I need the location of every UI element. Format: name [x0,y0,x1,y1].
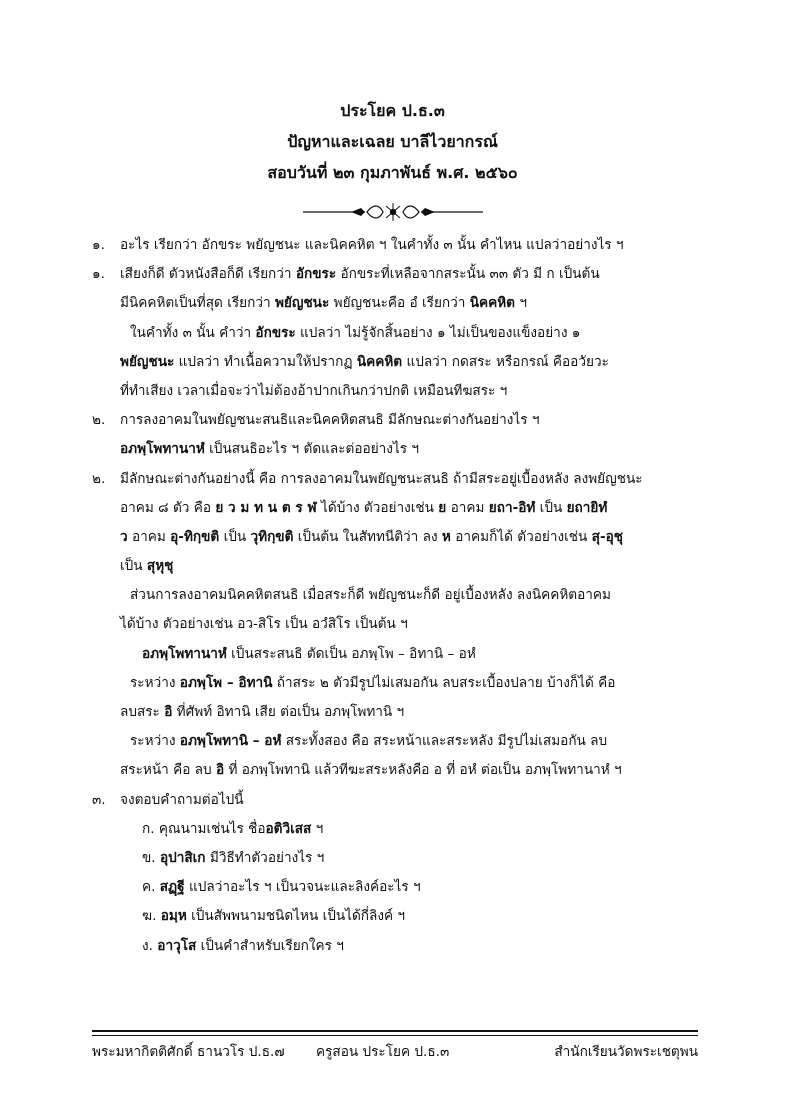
footer-divider-thick [92,1030,698,1032]
text-line [92,494,712,523]
text-segment: แปลว่าอะไร ฯ เป็นวจนะและลิงค์อะไร ฯ [184,879,421,896]
text-line [92,640,712,669]
text-segment: มีลักษณะต่างกันอย่างนี้ คือ การลงอาคมในพยัญชนะสนธิ ถ้ามีสระอยู่เบื้องหลัง ลงพยัญชนะ [120,470,643,487]
bold-term: อิ [164,704,173,720]
text-line [92,844,712,873]
text-line [92,581,712,610]
text-line [92,523,712,552]
item-number: ๒. [92,412,106,429]
text-line [92,727,712,756]
text-segment: สระทั้งสอง คือ สระหน้าและสระหลัง มีรูปไม่เสมอกัน ลบ [281,733,608,750]
text-segment: แปลว่า กดสระ หรือกรณ์ คืออวัยวะ [402,353,609,370]
text-line [92,552,712,581]
text-segment: ข. [142,849,160,866]
text-segment: เสียงก็ดี ตัวหนังสือก็ดี เรียกว่า [120,266,296,283]
bold-term: อิ [215,762,225,779]
text-segment: ลบสระ [120,704,165,720]
text-segment: มีนิคคหิตเป็นที่สุด เรียกว่า [120,295,275,312]
bold-term: พยัญชนะ [120,353,175,370]
title-block [0,95,785,188]
title-exam-level: ประโยค ป.ธ.๓ [340,101,445,120]
text-segment: เป็น [219,528,251,545]
text-segment: ก. คุณนามเช่นไร ชื่อ [142,820,266,837]
bold-term: อักขระ [255,324,296,341]
title-subject: ปัญหาและเฉลย บาลีไวยากรณ์ [287,132,498,151]
bold-term: อักขระ [295,266,337,283]
text-segment: ได้บ้าง ตัวอย่างเช่น อว-สิโร เป็น อวํสิโร เป็นต้น ฯ [120,616,408,633]
text-segment: เป็นสนธิอะไร ฯ ตัดและต่ออย่างไร ฯ [204,441,420,458]
text-segment: ได้บ้าง ตัวอย่างเช่น [316,499,439,516]
bold-term: ว [120,528,128,545]
bold-term: อุ-ทิกฺขติ [170,528,220,545]
text-line [92,756,712,785]
text-segment: ที่ศัพท์ อิทานิ เสีย ต่อเป็น อภพฺโพทานิ ฯ [172,704,405,720]
footer-institution: สำนักเรียนวัดพระเชตุพน [554,1044,698,1060]
bold-term: นิคคหิต [469,295,516,312]
text-segment: อาคมก็ได้ ตัวอย่างเช่น [450,528,592,545]
question-line [92,260,712,289]
bold-term: ย ว ม ท น ต ร ฬ [215,499,317,516]
question-line [92,786,712,815]
text-segment: ระหว่าง [130,733,180,750]
text-line [92,669,712,698]
text-segment: เป็น [120,558,147,575]
bold-term: ยถายิทํ [566,499,608,516]
item-number: ๑. [92,266,105,283]
footer-author: พระมหากิตติศักดิ์ ธานวโร ป.ธ.๗ [92,1044,285,1060]
text-segment: อาคม [127,528,171,545]
text-segment: อาคม [446,499,489,516]
text-segment: ค. [142,879,160,896]
text-segment: ส่วนการลงอาคมนิคคหิตสนธิ เมื่อสระก็ดี พยัญชนะก็ดี อยู่เบื้องหลัง ลงนิคคหิตอาคม [130,587,611,604]
question-line [92,406,712,435]
text-segment: อะไร เรียกว่า อักขระ พยัญชนะ และนิคคหิต ฯ ในคำทั้ง ๓ นั้น คำไหน แปลว่าอย่างไร ฯ [120,237,624,253]
bold-term: อภพฺโพทานาหํ [142,645,227,662]
ornament-divider-icon [303,200,483,224]
text-segment: ที่ อภพฺโพทานิ แล้วทีฆะสระหลังคือ อ ที่ อหํ ต่อเป็น อภพฺโพทานาหํ ฯ [224,762,622,779]
bold-term: สฏฺฐี [159,879,185,896]
text-line [92,902,712,931]
text-segment: พยัญชนะคือ อํ เรียกว่า [329,295,470,312]
text-segment: แปลว่า ทำเนื้อความให้ปรากฏ [174,353,357,370]
bold-term: นิคคหิต [356,353,403,370]
text-segment: ระหว่าง [130,674,180,691]
bold-term: อภพฺโพทานาหํ [120,441,205,458]
text-line [92,815,712,844]
text-segment: จงตอบคำถามต่อไปนี้ [120,791,244,808]
bold-term: ห [441,528,451,545]
text-segment: ที่ทำเสียง เวลาเมื่อจะว่าไม่ต้องอ้าปากเกินกว่าปกติ เหมือนทีฆสระ ฯ [120,382,508,399]
text-line [92,873,712,902]
text-segment: ง. [142,937,158,954]
text-segment: อักขระที่เหลือจากสระนั้น ๓๓ ตัว มี ก เป็นต้น [336,266,600,283]
question-line [92,465,712,494]
footer-course: ครูสอน ประโยค ป.ธ.๓ [316,1044,450,1060]
bold-term: พยัญชนะ [274,295,330,312]
text-segment: เป็นสระสนธิ ตัดเป็น อภพฺโพ – อิทานิ – อหํ [226,645,476,662]
bold-term: สุ-อุชุ [591,528,623,545]
item-number: ๑. [92,237,105,253]
bold-term: อมฺห [160,908,187,925]
text-line [92,435,712,464]
bold-term: อุปาสิเก [159,849,206,866]
text-line [92,698,712,727]
bold-term: อติวิเสส [265,820,312,837]
bold-term: อาวุโส [157,937,197,954]
text-segment: การลงอาคมในพยัญชนะสนธิและนิคคหิตสนธิ มีลักษณะต่างกันอย่างไร ฯ [120,412,540,429]
text-line [92,319,712,348]
text-segment: สระหน้า คือ ลบ [120,762,216,779]
text-segment: อาคม ๘ ตัว คือ [120,499,216,516]
text-line [92,289,712,318]
text-line [92,610,712,639]
text-segment: ถ้าสระ ๒ ตัวมีรูปไม่เสมอกัน ลบสระเบื้องปลาย บ้างก็ได้ คือ [272,674,616,691]
text-segment: ในคำทั้ง ๓ นั้น คำว่า [130,324,256,341]
bold-term: ย [438,499,447,516]
bold-term: วุทิกฺขติ [250,528,294,545]
text-segment: เป็นสัพพนามชนิดไหน เป็นได้กี่ลิงค์ ฯ [186,908,406,925]
item-number: ๓. [92,791,106,808]
text-segment: แปลว่า ไม่รู้จักสิ้นอย่าง ๑ ไม่เป็นของแข็งอย่าง ๑ [295,324,581,341]
text-segment: เป็นคำสำหรับเรียกใคร ฯ [196,937,344,954]
bold-term: สุหุชุ [146,558,174,575]
text-line [92,377,712,406]
bold-term: อภพฺโพ – อิทานิ [179,674,273,691]
bold-term: ยถา-อิทํ [488,499,536,516]
text-segment: มีวิธีทำตัวอย่างไร ฯ [205,849,325,866]
footer-divider-thin [92,1035,698,1036]
text-segment: ฯ [311,820,324,837]
text-segment: ฆ. [142,908,161,925]
text-line [92,348,712,377]
exam-body [92,231,712,961]
item-number: ๒. [92,470,106,487]
text-line [92,932,712,961]
text-segment: เป็นต้น ในสัททนีติว่า ลง [293,528,442,545]
title-exam-date: สอบวันที่ ๒๓ กุมภาพันธ์ พ.ศ. ๒๕๖๐ [267,163,518,182]
text-segment: เป็น [535,499,567,516]
text-segment: ฯ [515,295,527,312]
question-line [92,231,712,260]
bold-term: อภพฺโพทานิ – อหํ [179,733,282,750]
